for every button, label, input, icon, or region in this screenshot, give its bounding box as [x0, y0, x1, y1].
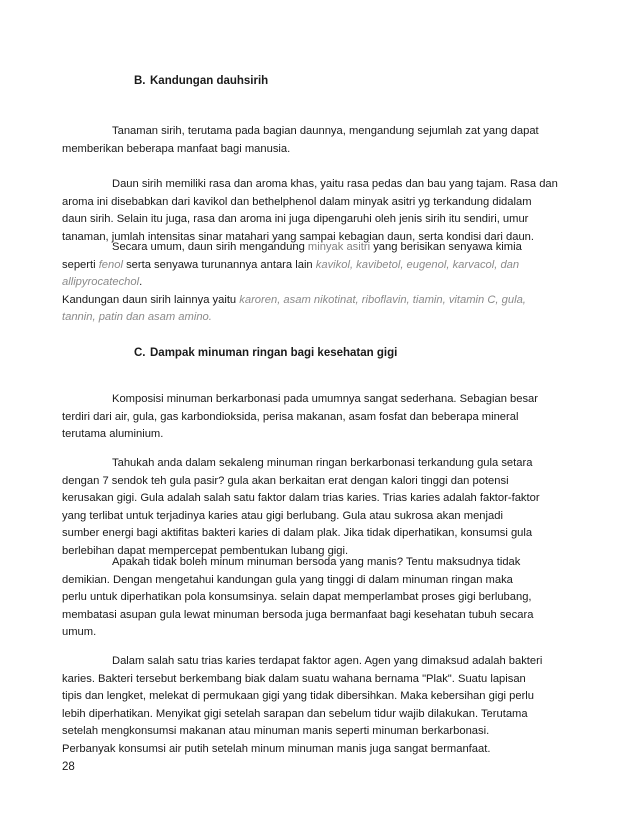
text-line: terdiri dari air, gula, gas karbondioksida, perisa makanan, asam fosfat dan beberapa mineral — [62, 410, 519, 423]
text-line: Apakah tidak boleh minum minuman bersoda yang manis? Tentu maksudnya tidak — [112, 556, 521, 568]
section-b-number: B. — [134, 75, 146, 87]
text-line: dengan 7 sendok teh gula pasir? gula akan berkaitan erat dengan kalori tinggi dan potensi — [62, 474, 509, 487]
text-line — [62, 239, 572, 257]
section-c-title: Dampak minuman ringan bagi kesehatan gigi — [150, 347, 398, 359]
text-line: tanaman, jumlah intensitas sinar matahari yang sampai kebagian daun, serta kondisi dari daun. — [62, 230, 535, 243]
text-line: perlu untuk diperhatikan pola konsumsinya. selain dapat memperlambat proses gigi berlubang, — [62, 591, 532, 604]
section-c-paragraph-2 — [62, 455, 572, 561]
text-line: yang terlibat untuk terjadinya karies atau gigi berlubang. Gula atau sukrosa akan menjadi — [62, 509, 503, 522]
section-c-number: C. — [134, 347, 146, 359]
text-line: Komposisi minuman berkarbonasi pada umumnya sangat sederhana. Sebagian besar — [112, 393, 539, 405]
text-line: lebih diperhatikan. Menyikat gigi setelah sarapan dan sebelum tidur wajib dilakukan. Terutama — [62, 707, 528, 720]
section-b-title: Kandungan dauhsirih — [150, 75, 269, 87]
text-line: berlebihan dapat mempercepat pembentukan lubang gigi. — [62, 544, 349, 557]
text-line — [62, 274, 572, 292]
text-line: umum. — [62, 626, 97, 639]
text-run: Kandungan daun sirih lainnya yaitu — [62, 293, 237, 306]
text-line: tannin, patin dan asam amino. — [62, 311, 212, 324]
text-line: karies. Bakteri tersebut berkembang biak dalam suatu wahana bernama "Plak". Suatu lapisan — [62, 672, 526, 685]
section-c-paragraph-4 — [62, 653, 572, 759]
text-run: yang berisikan senyawa kimia — [373, 241, 522, 253]
text-line: setelah mengkonsumsi makanan atau minuman manis seperti minuman berkarbonasi. — [62, 725, 490, 738]
text-run: serta senyawa turunannya antara lain — [126, 258, 313, 271]
page-number: 28 — [62, 761, 75, 773]
text-line: Dalam salah satu trias karies terdapat faktor agen. Agen yang dimaksud adalah bakteri — [112, 655, 543, 667]
text-line — [62, 292, 572, 310]
text-line: terutama aluminium. — [62, 428, 164, 441]
text-line: aroma ini disebabkan dari kavikol dan bethelphenol dalam minyak asitri yg terkandung didalam — [62, 195, 532, 208]
text-line: tipis dan lengket, melekat di permukaan gigi yang tidak dibersihkan. Maka kebersihan gigi perlu — [62, 690, 535, 703]
text-run-italic: karoren, asam nikotinat, riboflavin, tiamin, vitamin C, gula, — [239, 293, 526, 306]
text-run-italic: allipyrocatechol — [62, 276, 140, 289]
text-line: Perbanyak konsumsi air putih setelah minum minuman manis juga sangat bermanfaat. — [62, 742, 491, 755]
text-run: Secara umum, daun sirih mengandung — [112, 241, 305, 253]
text-run: . — [139, 276, 143, 289]
section-c-paragraph-1 — [62, 391, 572, 444]
text-line: demikian. Dengan mengetahui kandungan gula yang tinggi di dalam minuman ringan maka — [62, 573, 513, 586]
section-b-paragraph-1 — [62, 123, 572, 158]
text-run-italic: fenol — [98, 258, 123, 271]
section-b-paragraph-3 — [62, 239, 572, 327]
text-line: daun sirih. Selain itu juga, rasa dan aroma ini juga dipengaruhi oleh jenis sirih itu sendiri, umur — [62, 213, 529, 226]
text-line: membatasi asupan gula lewat minuman bersoda juga bermanfaat bagi kesehatan tubuh secara — [62, 608, 534, 621]
text-run: seperti — [62, 258, 96, 271]
text-line: kerusakan gigi. Gula adalah salah satu faktor dalam trias karies. Trias karies adalah faktor-faktor — [62, 492, 540, 505]
text-line: Tahukah anda dalam sekaleng minuman ringan berkarbonasi terkandung gula setara — [112, 457, 533, 469]
text-run-highlight: minyak asitri — [307, 241, 371, 253]
text-line: memberikan beberapa manfaat bagi manusia. — [62, 142, 291, 155]
text-line: Tanaman sirih, terutama pada bagian daunnya, mengandung sejumlah zat yang dapat — [112, 125, 539, 137]
text-line: Daun sirih memiliki rasa dan aroma khas, yaitu rasa pedas dan bau yang tajam. Rasa dan — [112, 178, 558, 190]
text-run-italic: kavikol, kavibetol, eugenol, karvacol, dan — [315, 258, 520, 271]
section-b-paragraph-2 — [62, 176, 572, 246]
section-c-heading — [134, 347, 397, 359]
section-c-paragraph-3 — [62, 554, 572, 642]
text-line — [62, 257, 572, 275]
section-b-heading — [134, 75, 268, 87]
text-line: sumber energi bagi aktifitas bakteri karies di dalam plak. Jika tidak diperhatikan, konsumsi gula — [62, 527, 533, 540]
